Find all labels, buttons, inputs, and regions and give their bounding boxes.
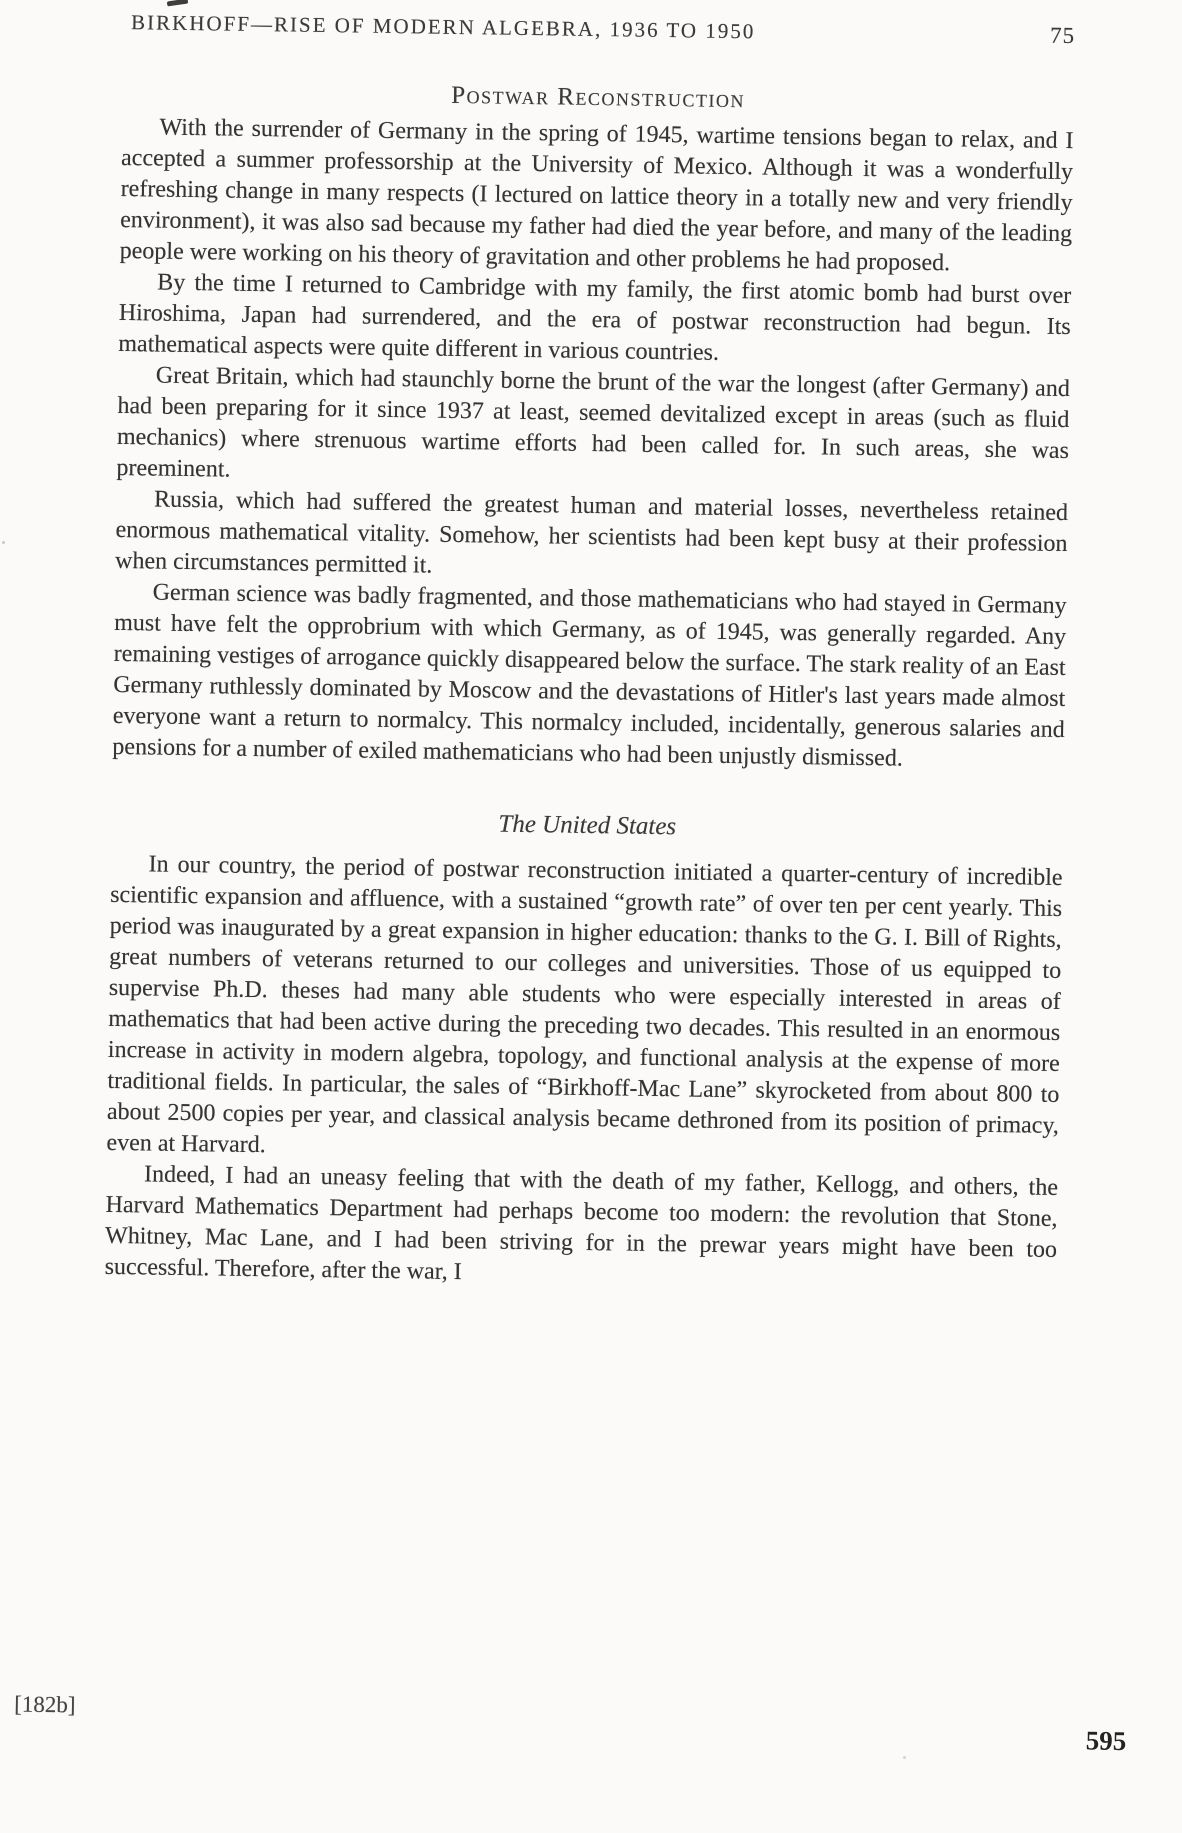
- text-column: [104, 9, 1075, 1297]
- paragraph: Indeed, I had an uneasy feeling that with the death of my father, Kellogg, and others, the Harvard Mathematics Department had perhaps become too modern: the revolution that Stone, Whitney, Mac Lane, and I had been striving for in the prewar years might have been too successful. Therefore, after the war, I: [104, 1161, 1059, 1286]
- footer-page-number: 595: [1085, 1725, 1127, 1757]
- section-body: [112, 112, 1074, 777]
- running-head-title: BIRKHOFF—RISE OF MODERN ALGEBRA, 1936 TO 1950: [130, 10, 756, 44]
- paragraph: Russia, which had suffered the greatest human and material losses, nevertheless retained enormous mathematical vitality. Somehow, her scientists had been kept busy at their profession when circumstances permitted it.: [114, 486, 1069, 579]
- running-header: [123, 9, 1075, 49]
- section-heading: Postwar Reconstruction: [450, 81, 746, 114]
- footer-plate-mark: [182b]: [14, 1691, 76, 1718]
- page-number-top: 75: [1049, 22, 1076, 49]
- paragraph: Great Britain, which had staunchly borne the brunt of the war the longest (after Germany) and had been preparing for it since 1937 at least, seemed devitalized except in areas (such as fluid mechanics) where strenuous wartime efforts had been called for. In such areas, she was preeminent.: [116, 362, 1071, 483]
- subsection-heading: The United States: [498, 810, 677, 841]
- subsection-body: [104, 849, 1062, 1297]
- paragraph: In our country, the period of postwar reconstruction initiated a quarter-century of incredible scientific expansion and affluence, with a sustained “growth rate” of over ten per cent yearly. This period was inaugurated by a great expansion in higher education: thanks to the G. I. Bill of Rights, great numbers of veterans returned to our colleges and universities. Those of us equipped to supervise Ph.D. theses had many able students who were especially interested in areas of mathematics that had been active during the preceding two decades. This resulted in an enormous increase in activity in modern algebra, topology, and functional analysis at the expense of more traditional fields. In particular, the sales of “Birkhoff-Mac Lane” skyrocketed from about 800 to about 2500 copies per year, and classical analysis became dethroned from its position of primacy, even at Harvard.: [106, 851, 1063, 1159]
- paragraph: German science was badly fragmented, and those mathematicians who had stayed in Germany must have felt the opprobrium with which Germany, as of 1945, was generally regarded. Any remaining vestiges of arrogance quickly disappeared below the surface. The stark reality of an East Germany ruthlessly dominated by Moscow and the devastations of Hitler's last years made almost everyone want a return to normalcy. This normalcy included, incidentally, generous salaries and pensions for a number of exiled mathematicians who had been unjustly dismissed.: [112, 579, 1067, 772]
- paragraph: With the surrender of Germany in the spring of 1945, wartime tensions began to relax, and I accepted a summer professorship at the University of Mexico. Although it was a wonderfully refreshing change in many respects (I lectured on lattice theory in a totally new and very friendly environment), it was also sad because my father had died the year before, and many of the leading people were working on his theory of gravitation and other problems he had proposed.: [119, 114, 1074, 277]
- paragraph: By the time I returned to Cambridge with my family, the first atomic bomb had burst over Hiroshima, Japan had surrendered, and the era of postwar reconstruction had begun. Its mathematical aspects were quite different in various countries.: [118, 269, 1072, 366]
